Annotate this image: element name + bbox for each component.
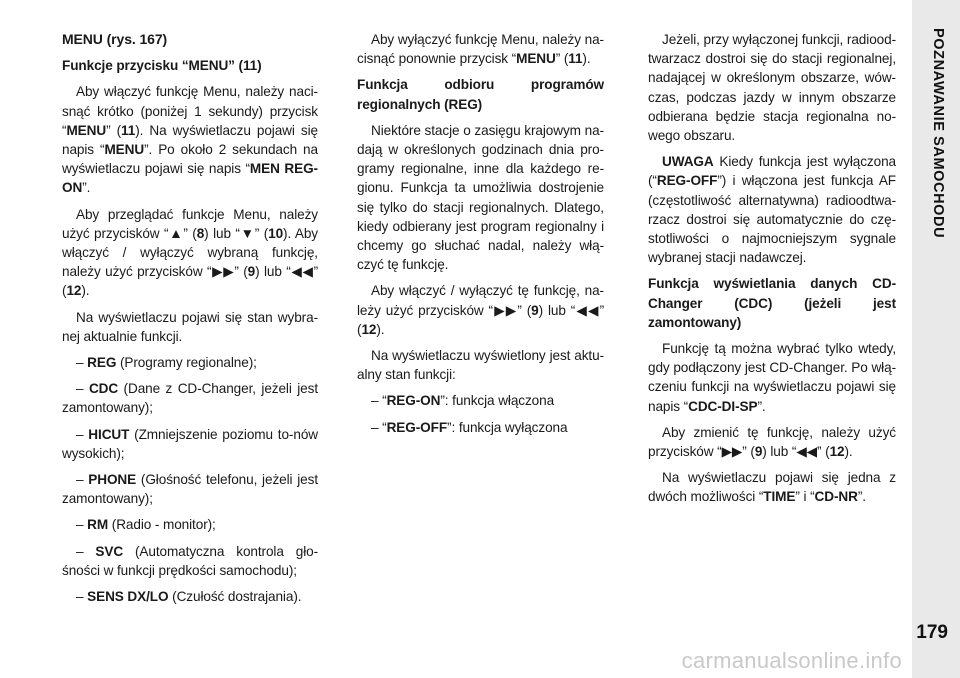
column-3 [648, 30, 896, 514]
menu-button-subtitle: Funkcje przycisku “MENU” (11) [62, 58, 262, 74]
reg-heading: Funkcja odbioru programów regionalnych (REG) [357, 77, 604, 112]
reg-paragraph-2: Aby włączyć / wyłączyć tę funkcję, na-leży użyć przycisków “▶▶” (9) lub “◀◀” (12). [357, 283, 604, 337]
menu-title [62, 30, 318, 49]
menu-paragraph-2: Aby przeglądać funkcje Menu, należy użyć przycisków “▲” (8) lub “▼” (10). Aby włączyć / wyłączyć wybraną funkcję, należy użyć przycisków “▶▶” (9) lub “◀◀” (12). [62, 206, 319, 299]
list-item: – HICUT (Zmniejszenie poziomu to-nów wysokich); [62, 426, 318, 461]
reg-paragraph-3: Na wyświetlaczu wyświetlony jest aktu-alny stan funkcji: [357, 348, 604, 383]
section-sidebar [912, 0, 960, 678]
regional-paragraph: Jeżeli, przy wyłączonej funkcji, radiood-twarzacz dostroi się do stacji regionalnej, nadającej w określonym obszarze, wów-czas, podczas jazdy w innym obszarze odbierana będzie stacja regionalna no-wego obszaru. [648, 32, 896, 144]
list-item: – PHONE (Głośność telefonu, jeżeli jest zamontowany); [62, 472, 318, 507]
section-title: POZNAWANIE SAMOCHODU [930, 28, 946, 239]
column-2 [357, 30, 604, 444]
warning-paragraph: UWAGA Kiedy funkcja jest wyłączona (“REG-OFF”) i włączona jest funkcja AF (częstotliwość alternatywna) radioodtwa-rzacz dostroi się automatycznie do czę-stotliwości o najmocniejszym sygnale wybranej stacji nadawczej. [648, 154, 896, 266]
list-item: – SENS DX/LO (Czułość dostrajania). [76, 589, 302, 605]
menu-off-paragraph: Aby wyłączyć funkcję Menu, należy na-cisnąć ponownie przycisk “MENU” (11). [357, 32, 604, 67]
list-item: – CDC (Dane z CD-Changer, jeżeli jest zamontowany); [62, 381, 318, 416]
menu-title-bold: MENU [62, 31, 103, 47]
menu-paragraph-1: Aby włączyć funkcję Menu, należy naci-snąć krótko (poniżej 1 sekundy) przycisk “MENU” (11). Na wyświetlaczu pojawi się napis “MENU”. Po około 2 sekundach na wyświetlaczu pojawi się napis “MEN REG-ON”. [62, 84, 318, 196]
cdc-paragraph-2: Aby zmienić tę funkcję, należy użyć przycisków “▶▶” (9) lub “◀◀” (12). [648, 424, 896, 460]
list-item: – REG (Programy regionalne); [76, 355, 257, 371]
cdc-paragraph-1: Funkcję tą można wybrać tylko wtedy, gdy podłączony jest CD-Changer. Po włą-czeniu funkcji na wyświetlaczu pojawi się napis “CDC-DI-SP”. [648, 341, 896, 414]
list-item: – “REG-OFF”: funkcja wyłączona [371, 419, 568, 435]
menu-paragraph-3: Na wyświetlaczu pojawi się stan wybra-nej aktualnie funkcji. [62, 309, 318, 344]
list-item: – “REG-ON”: funkcja włączona [371, 393, 555, 409]
menu-title-ref: (rys. 167) [102, 31, 168, 47]
cdc-heading: Funkcja wyświetlania danych CD-Changer (CDC) (jeżeli jest zamontowany) [648, 276, 896, 330]
reg-paragraph-1: Niektóre stacje o zasięgu krajowym na-dają w określonych godzinach dnia pro-gramy regionalne, inne dla każdego re-gionu. Funkcja ta umożliwia dostrojenie się tylko do stacji regionalnych. Dlatego, kiedy odbierany jest program regionalny i chcemy go słuchać nadal, należy włą-czyć tę funkcję. [357, 122, 604, 273]
list-item: – RM (Radio - monitor); [76, 517, 216, 533]
list-item: – SVC (Automatyczna kontrola gło-śności w funkcji prędkości samochodu); [62, 543, 318, 578]
watermark: carmanualsonline.info [681, 648, 902, 673]
cdc-paragraph-3: Na wyświetlaczu pojawi się jedna z dwóch możliwości “TIME” i “CD-NR”. [648, 470, 896, 505]
column-1 [62, 30, 318, 613]
page-number: 179 [916, 622, 948, 643]
